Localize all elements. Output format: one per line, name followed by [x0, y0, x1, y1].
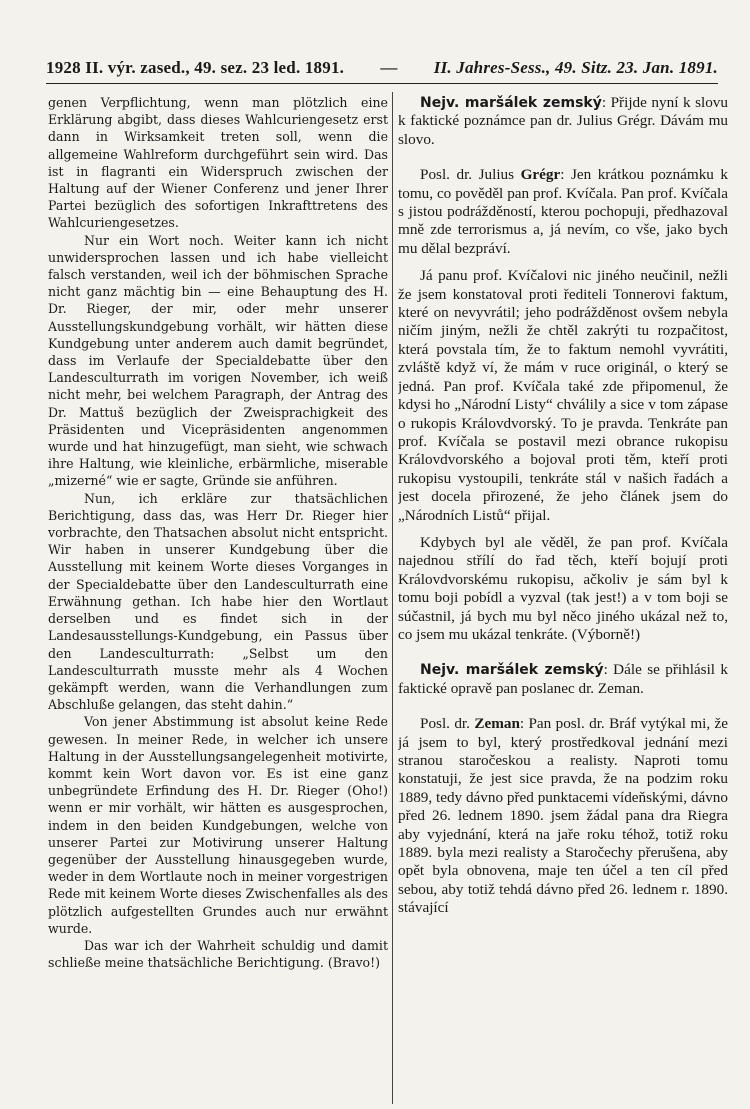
speaker-prefix: Posl. dr. [420, 715, 470, 733]
speaker-name: Nejv. maršálek zemský [420, 662, 604, 679]
german-paragraph: Nur ein Wort noch. Weiter kann ich nicht unwidersprochen lassen und ich habe vielleicht falsch verstanden, weil ich der böhmischen Sprache nicht ganz mächtig bin — eine Behauptung des H. Dr. Rieger, der mir, oder mehr unserer Ausstellungskundgebung vorhält, wir hätten diese Kundgebung unter anderem auch damit begründet, dass im Verlaufe der Specialdebatte über den Landesculturrath im vorigen November, ich weiß nicht mehr, bei welchem Paragraph, der Antrag des Dr. Mattuš bezüglich der Zweisprachigkeit des Präsidenten und Vicepräsidenten angenommen wurde und hat hinzugefügt, man sieht, wie schwach ihre Haltung, wie kleinliche, erbärmliche, miserable „mizerné“ wie er sagte, Gründe sie anführen. [48, 232, 388, 489]
speaker-name: Zeman [474, 715, 520, 733]
german-paragraph: Nun, ich erkläre zur thatsächlichen Berichtigung, dass das, was Herr Dr. Rieger hier vorbrachte, den Thatsachen absolut nicht entspricht. Wir haben in unserer Kundgebung über die Ausstellung mit keinem Worte dieses Vorganges in der Specialdebatte über den Landesculturrath eine Erwähnung gethan. Ich habe hier den Wortlaut derselben und es findet sich in der Landesausstellungs-Kundgebung, ein Passus über den Landesculturrath: „Selbst um den Landesculturrath musste mehr als 4 Wochen gekämpft werden, wann die Verhandlungen zum Abschluße gelangen, das steht dahin.“ [48, 490, 388, 713]
header-rule [46, 83, 718, 84]
speech-text: : Jen krátkou poznámku k tomu, co pověděl pan prof. Kvíčala. Pan prof. Kvíčala s jistou podrážděností, kterou pochopuji, předhazoval mně zde terrorismus a, já nevím, co vše, jako bych mu dělal bezpráví. [398, 166, 728, 257]
czech-paragraph: Kdybych byl ale věděl, že pan prof. Kvíčala najednou střílí do řad těch, kteří bojují proti Královdvorskému rukopisu, ačkoliv je sám byl k tomu boji pobídl a vyzval (tak jest!) a v tom boji se súčastnil, já bych mu byl něco jiného ukázal než to, co jsem mu ukázal tenkráte. (Výborně!) [398, 533, 728, 643]
speech-text: : Dále se přihlásil k faktické opravě pan poslanec dr. Zeman. [398, 661, 728, 697]
czech-paragraph [398, 166, 728, 258]
header-german: II. Jahres-Sess., 49. Sitz. 23. Jan. 1891. [433, 58, 718, 77]
column-divider [392, 92, 393, 1104]
german-column [48, 94, 388, 1104]
speaker-name: Nejv. maršálek zemský [420, 95, 602, 111]
czech-paragraph [398, 661, 728, 698]
page-header [46, 58, 718, 78]
czech-paragraph [398, 94, 728, 149]
german-paragraph: Das war ich der Wahrheit schuldig und damit schließe meine thatsächliche Berichtigung. (Bravo!) [48, 937, 388, 971]
czech-paragraph [398, 715, 728, 917]
header-separator: — [380, 58, 398, 77]
speech-text: : Přijde nyní k slovu k faktické poznámce pan dr. Julius Grégr. Dávám mu slovo. [398, 94, 728, 148]
speech-text: : Pan posl. dr. Bráf vytýkal mi, že já jsem to byl, který prostředkoval jednání mezi stranou staročeskou a realisty. Naproti tomu konstatuji, že jest sice pravda, že na podzim roku 1889, tedy dávno před punktacemi vídeňskými, dávno před 26. lednem 1890. jsem žádal pana dra Riegra aby vyjednání, která na jaře roku téhož, totiž roku 1889. byla mezi realisty a Staročechy přerušena, aby opět byla obnovena, maje ten účel a ten cíl před sebou, aby totiž tehdá dávno před 26. lednem r. 1890. stávající [398, 715, 728, 917]
german-paragraph: Von jener Abstimmung ist absolut keine Rede gewesen. In meiner Rede, in welcher ich unsere Haltung in der Ausstellungsangelegenheit motivirte, kommt kein Wort davon vor. Es ist eine ganz unbegründete Erfindung des H. Dr. Rieger (Oho!) wenn er mir vorhält, wir hätten es ausgesprochen, indem in den beiden Kundgebungen, welche von unserer Partei zur Motivirung unserer Haltung gegenüber der Ausstellung hinausgegeben wurde, weder in dem Wortlaute noch in meiner vorgestrigen Rede mit keinem Worte dieses Zwischenfalles als des plötzlich aufgestellten Grundes auch nur erwähnt wurde. [48, 714, 388, 936]
speaker-name: Grégr [520, 166, 561, 184]
german-paragraph: genen Verpflichtung, wenn man plötzlich eine Erklärung abgibt, dass dieses Wahlcuriengesetz erst dann in Wirksamkeit treten soll, wenn die allgemeine Wahlreform durchgeführt sein wird. Das ist in flagranti ein Widerspruch zwischen der Haltung auf der Wiener Conferenz und jener Ihrer Partei bezüglich des sofortigen Inkrafttretens des Wahlcuriengesetzes. [48, 95, 388, 231]
header-czech: 1928 II. výr. zased., 49. sez. 23 led. 1891. [46, 58, 345, 77]
czech-column [398, 94, 728, 1104]
speaker-prefix: Posl. dr. Julius [420, 166, 515, 184]
czech-paragraph: Já panu prof. Kvíčalovi nic jiného neučinil, nežli že jsem konstatoval proti řediteli Tonnerovi faktum, které on nevyvrátil; jeho podrážděnost ovšem nebyla ničím jiným, nežli že chtěl zakrýti tu rozpačitost, která povstala tím, že to faktum nemohl vyvrátiti, zvláště když ví, že mám v ruce originál, o který se jedná. Pan prof. Kvíčala také zde připomenul, že kdysi ho „Národní Listy“ chválily a sice v tom zápase o rukopis Královdvorský. To je pravda. Tenkráte pan prof. Kvíčala se postavil mezi obrance rukopisu Královdvorského a bojoval proti těm, kteří proti rukopisu vystoupili, tenkráte stál v našich řadách a jest docela přirozené, že jeho článek jsem do „Národních Listů“ přijal. [398, 267, 728, 524]
